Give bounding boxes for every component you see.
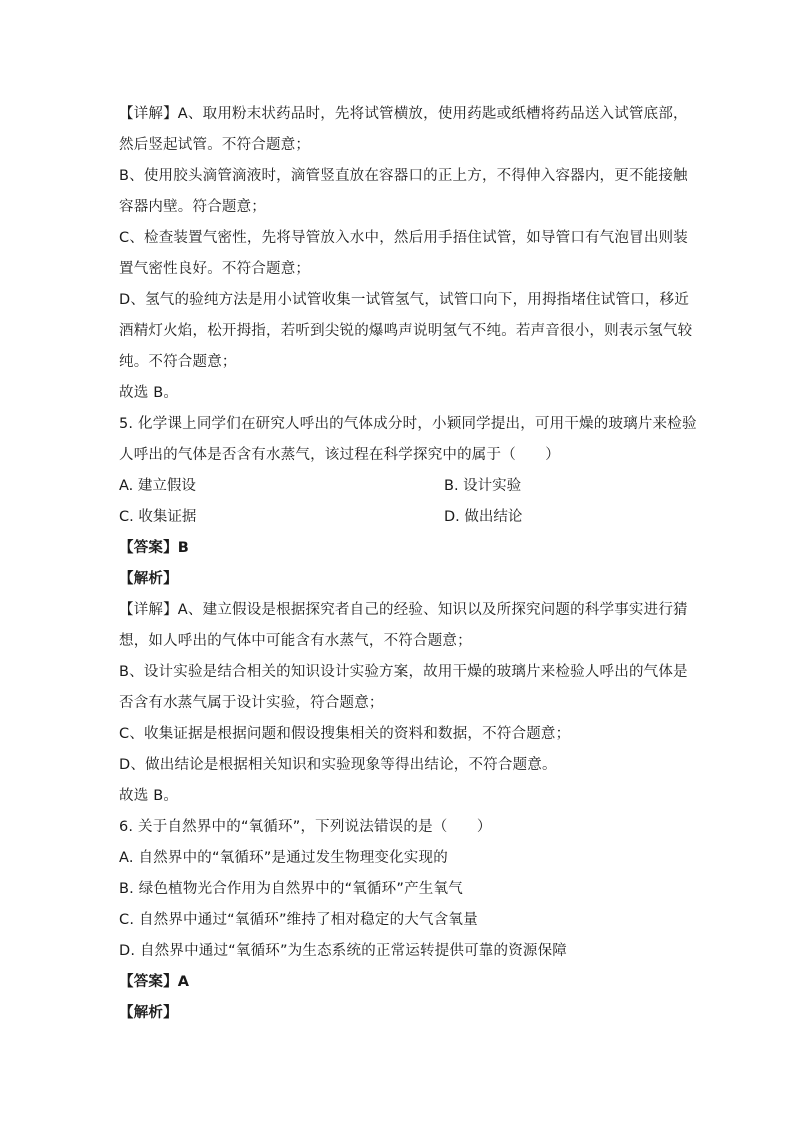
question-6-analysis-heading: 【解析】 <box>119 1005 178 1021</box>
question-6-option-b: B. 绿色植物光合作用为自然界中的“氧循环”产生氧气 <box>119 881 463 897</box>
explanation-line: D、氢气的验纯方法是用小试管收集一试管氢气，试管口向下，用拇指堵住试管口，移近 <box>119 292 689 308</box>
question-5-stem: 人呼出的气体是否含有水蒸气，该过程在科学探究中的属于（ ） <box>119 447 560 463</box>
question-5-option-c: C. 收集证据 <box>119 509 197 525</box>
choice-conclusion: 故选 B。 <box>119 788 179 804</box>
question-5-options-row <box>119 502 679 533</box>
question-5-option-d: D. 做出结论 <box>444 509 523 525</box>
explanation-line: C、收集证据是根据问题和假设搜集相关的资料和数据，不符合题意； <box>119 726 571 742</box>
question-5-stem: 5. 化学课上同学们在研究人呼出的气体成分时，小颖同学提出，可用干燥的玻璃片来检验 <box>119 416 697 432</box>
question-5-options-row <box>119 471 679 502</box>
explanation-line: 想，如人呼出的气体中可能含有水蒸气，不符合题意； <box>119 633 472 649</box>
question-6-option-d: D. 自然界中通过“氧循环”为生态系统的正常运转提供可靠的资源保障 <box>119 943 568 959</box>
question-6-option-c: C. 自然界中通过“氧循环”维持了相对稳定的大气含氧量 <box>119 912 478 928</box>
question-5-answer: 【答案】B <box>119 540 190 556</box>
explanation-line: 置气密性良好。不符合题意； <box>119 261 311 277</box>
question-5-option-a: A. 建立假设 <box>119 478 196 494</box>
question-5-analysis-heading: 【解析】 <box>119 571 178 587</box>
explanation-line: 酒精灯火焰，松开拇指，若听到尖锐的爆鸣声说明氢气不纯。若声音很小，则表示氢气较 <box>119 323 693 339</box>
explanation-line: 容器内壁。符合题意； <box>119 199 266 215</box>
explanation-line: 【详解】A、取用粉末状药品时，先将试管横放，使用药匙或纸槽将药品送入试管底部， <box>119 106 688 122</box>
explanation-line: D、做出结论是根据相关知识和实验现象等得出结论，不符合题意。 <box>119 757 557 773</box>
explanation-line: B、设计实验是结合相关的知识设计实验方案，故用干燥的玻璃片来检验人呼出的气体是 <box>119 664 688 680</box>
question-6-option-a: A. 自然界中的“氧循环”是通过发生物理变化实现的 <box>119 850 448 866</box>
choice-conclusion: 故选 B。 <box>119 385 179 401</box>
question-6-answer: 【答案】A <box>119 974 190 990</box>
question-6-stem: 6. 关于自然界中的“氧循环”，下列说法错误的是（ ） <box>119 819 492 835</box>
explanation-line: 【详解】A、建立假设是根据探究者自己的经验、知识以及所探究问题的科学事实进行猜 <box>119 602 688 618</box>
explanation-line: 然后竖起试管。不符合题意； <box>119 137 311 153</box>
question-5-option-b: B. 设计实验 <box>444 478 522 494</box>
explanation-line: 否含有水蒸气属于设计实验，符合题意； <box>119 695 384 711</box>
document-content <box>119 99 697 1029</box>
explanation-line: 纯。不符合题意； <box>119 354 237 370</box>
explanation-line: C、检查装置气密性，先将导管放入水中，然后用手捂住试管，如导管口有气泡冒出则装 <box>119 230 688 246</box>
explanation-line: B、使用胶头滴管滴液时，滴管竖直放在容器口的正上方，不得伸入容器内，更不能接触 <box>119 168 688 184</box>
